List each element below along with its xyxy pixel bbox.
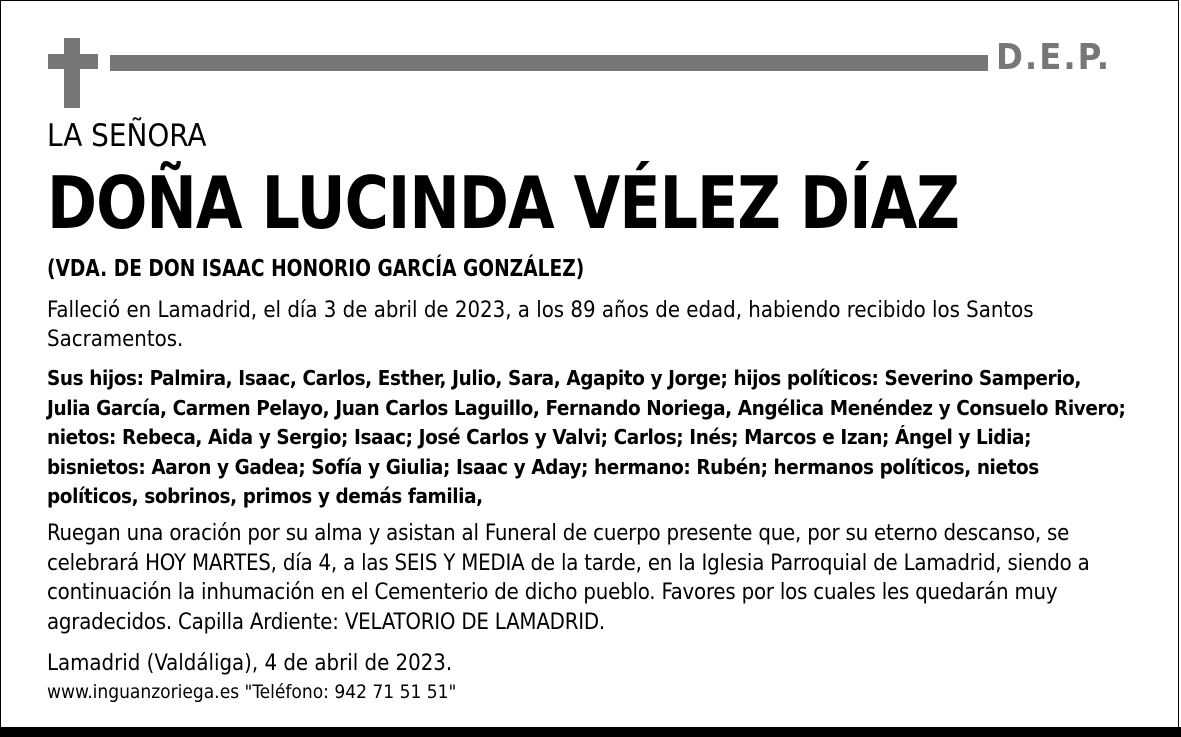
header-rule [110, 55, 988, 71]
deceased-name: DOÑA LUCINDA VÉLEZ DÍAZ [47, 161, 960, 245]
dateline: Lamadrid (Valdáliga), 4 de abril de 2023. [47, 651, 453, 676]
widow-of: (VDA. DE DON ISAAC HONORIO GARCÍA GONZÁLEZ) [47, 256, 585, 282]
cross-icon [48, 38, 98, 108]
death-paragraph: Falleció en Lamadrid, el día 3 de abril de 2023, a los 89 años de edad, habiendo recibido los Santos Sacramentos. [47, 298, 1034, 352]
contact-info: www.inguanzoriega.es "Teléfono: 942 71 51 51" [47, 681, 457, 703]
dep-label: D.E.P. [996, 37, 1112, 78]
family-paragraph: Sus hijos: Palmira, Isaac, Carlos, Esther, Julio, Sara, Agapito y Jorge; hijos políticos: Severino Samperio, Julia García, Carmen Pelayo, Juan Carlos Laguillo, Fernando Noriega, Angélica Menéndez y Consuelo Rivero; nietos: Rebeca, Aida y Sergio; Isaac; José Carlos y Valvi; Carlos; Inés; Marcos e Izan; Ángel y Lidia; bisnietos: Aaron y Gadea; Sofía y Giulia; Isaac y Aday; hermano: Rubén; hermanos políticos, nietos políticos, sobrinos, primos y demás familia, [47, 366, 1126, 508]
title-prefix: LA SEÑORA [47, 118, 207, 154]
funeral-paragraph: Ruegan una oración por su alma y asistan al Funeral de cuerpo presente que, por su eterno descanso, se celebrará HOY MARTES, día 4, a las SEIS Y MEDIA de la tarde, en la Iglesia Parroquial de Lamadrid, siendo a continuación la inhumación en el Cementerio de dicho pueblo. Favores por los cuales les quedarán muy agradecidos. Capilla Ardiente: VELATORIO DE LAMADRID. [47, 521, 1090, 635]
bottom-bar [0, 727, 1181, 737]
